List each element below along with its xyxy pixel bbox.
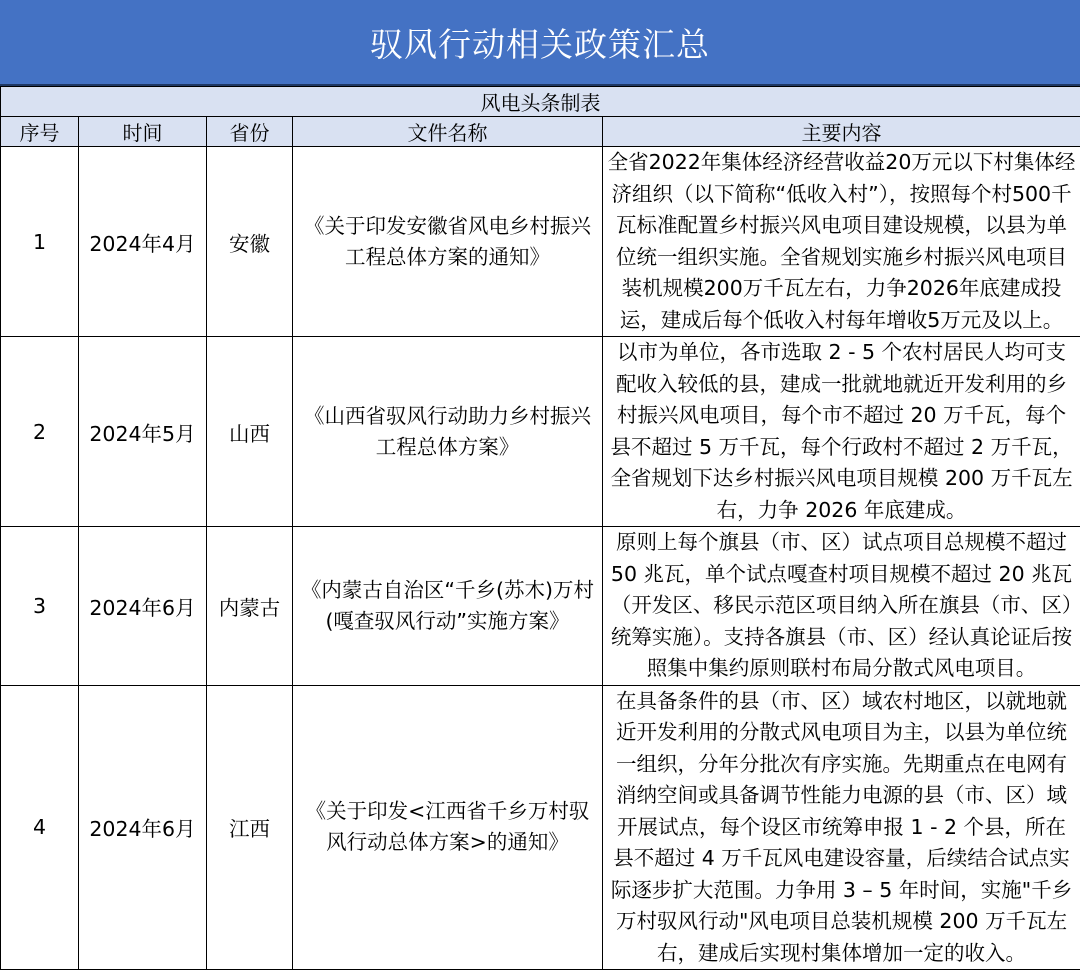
cell-no: 1	[1, 147, 79, 337]
cell-province: 内蒙古	[207, 527, 293, 686]
table-row	[1, 337, 1080, 527]
cell-content: 在具备条件的县（市、区）域农村地区，以就地就近开发利用的分散式风电项目为主，以县为单位统一组织，分年分批次有序实施。先期重点在电网有消纳空间或具备调节性能力电源的县（市、区）域开展试点，每个设区市统筹申报 1 - 2 个县，所在县不超过 4 万千瓦风电建设容量，后续结合试点实际逐步扩大范围。力争用 3 – 5 年时间，实施"千乡万村驭风行动"风电项目总装机规模 200 万千瓦左右，建成后实现村集体增加一定的收入。	[603, 685, 1080, 970]
cell-province: 安徽	[207, 147, 293, 337]
cell-content: 以市为单位，各市选取 2 - 5 个农村居民人均可支配收入较低的县，建成一批就地就近开发利用的乡村振兴风电项目，每个市不超过 20 万千瓦，每个县不超过 5 万千瓦，每个行政村不超过 2 万千瓦，全省规划下达乡村振兴风电项目规模 200 万千瓦左右，力争 2026 年底建成。	[603, 337, 1080, 527]
cell-date: 2024年6月	[79, 685, 207, 970]
table-row	[1, 685, 1080, 970]
cell-province: 山西	[207, 337, 293, 527]
cell-file: 《关于印发<江西省千乡万村驭风行动总体方案>的通知》	[293, 685, 603, 970]
table-row	[1, 147, 1080, 337]
cell-province: 江西	[207, 685, 293, 970]
cell-no: 3	[1, 527, 79, 686]
title-banner	[0, 0, 1080, 86]
header-date: 时间	[79, 117, 207, 147]
cell-date: 2024年6月	[79, 527, 207, 686]
header-province: 省份	[207, 117, 293, 147]
header-no: 序号	[1, 117, 79, 147]
cell-file: 《关于印发安徽省风电乡村振兴工程总体方案的通知》	[293, 147, 603, 337]
policy-table	[0, 86, 1080, 970]
page-title: 驭风行动相关政策汇总	[370, 19, 710, 66]
cell-file: 《内蒙古自治区“千乡(苏木)万村(嘎查驭风行动”实施方案》	[293, 527, 603, 686]
table-caption-row	[1, 87, 1080, 117]
table-row	[1, 527, 1080, 686]
cell-date: 2024年5月	[79, 337, 207, 527]
cell-file: 《山西省驭风行动助力乡村振兴工程总体方案》	[293, 337, 603, 527]
cell-no: 4	[1, 685, 79, 970]
table-header-row	[1, 117, 1080, 147]
table-caption: 风电头条制表	[1, 87, 1080, 117]
cell-date: 2024年4月	[79, 147, 207, 337]
cell-content: 全省2022年集体经济经营收益20万元以下村集体经济组织（以下简称“低收入村”），按照每个村500千瓦标准配置乡村振兴风电项目建设规模，以县为单位统一组织实施。全省规划实施乡村振兴风电项目装机规模200万千瓦左右，力争2026年底建成投运，建成后每个低收入村每年增收5万元及以上。	[603, 147, 1080, 337]
header-content: 主要内容	[603, 117, 1080, 147]
cell-content: 原则上每个旗县（市、区）试点项目总规模不超过 50 兆瓦，单个试点嘎查村项目规模不超过 20 兆瓦（开发区、移民示范区项目纳入所在旗县（市、区）统筹实施）。支持各旗县（市、区）经认真论证后按照集中集约原则联村布局分散式风电项目。	[603, 527, 1080, 686]
cell-no: 2	[1, 337, 79, 527]
header-file: 文件名称	[293, 117, 603, 147]
